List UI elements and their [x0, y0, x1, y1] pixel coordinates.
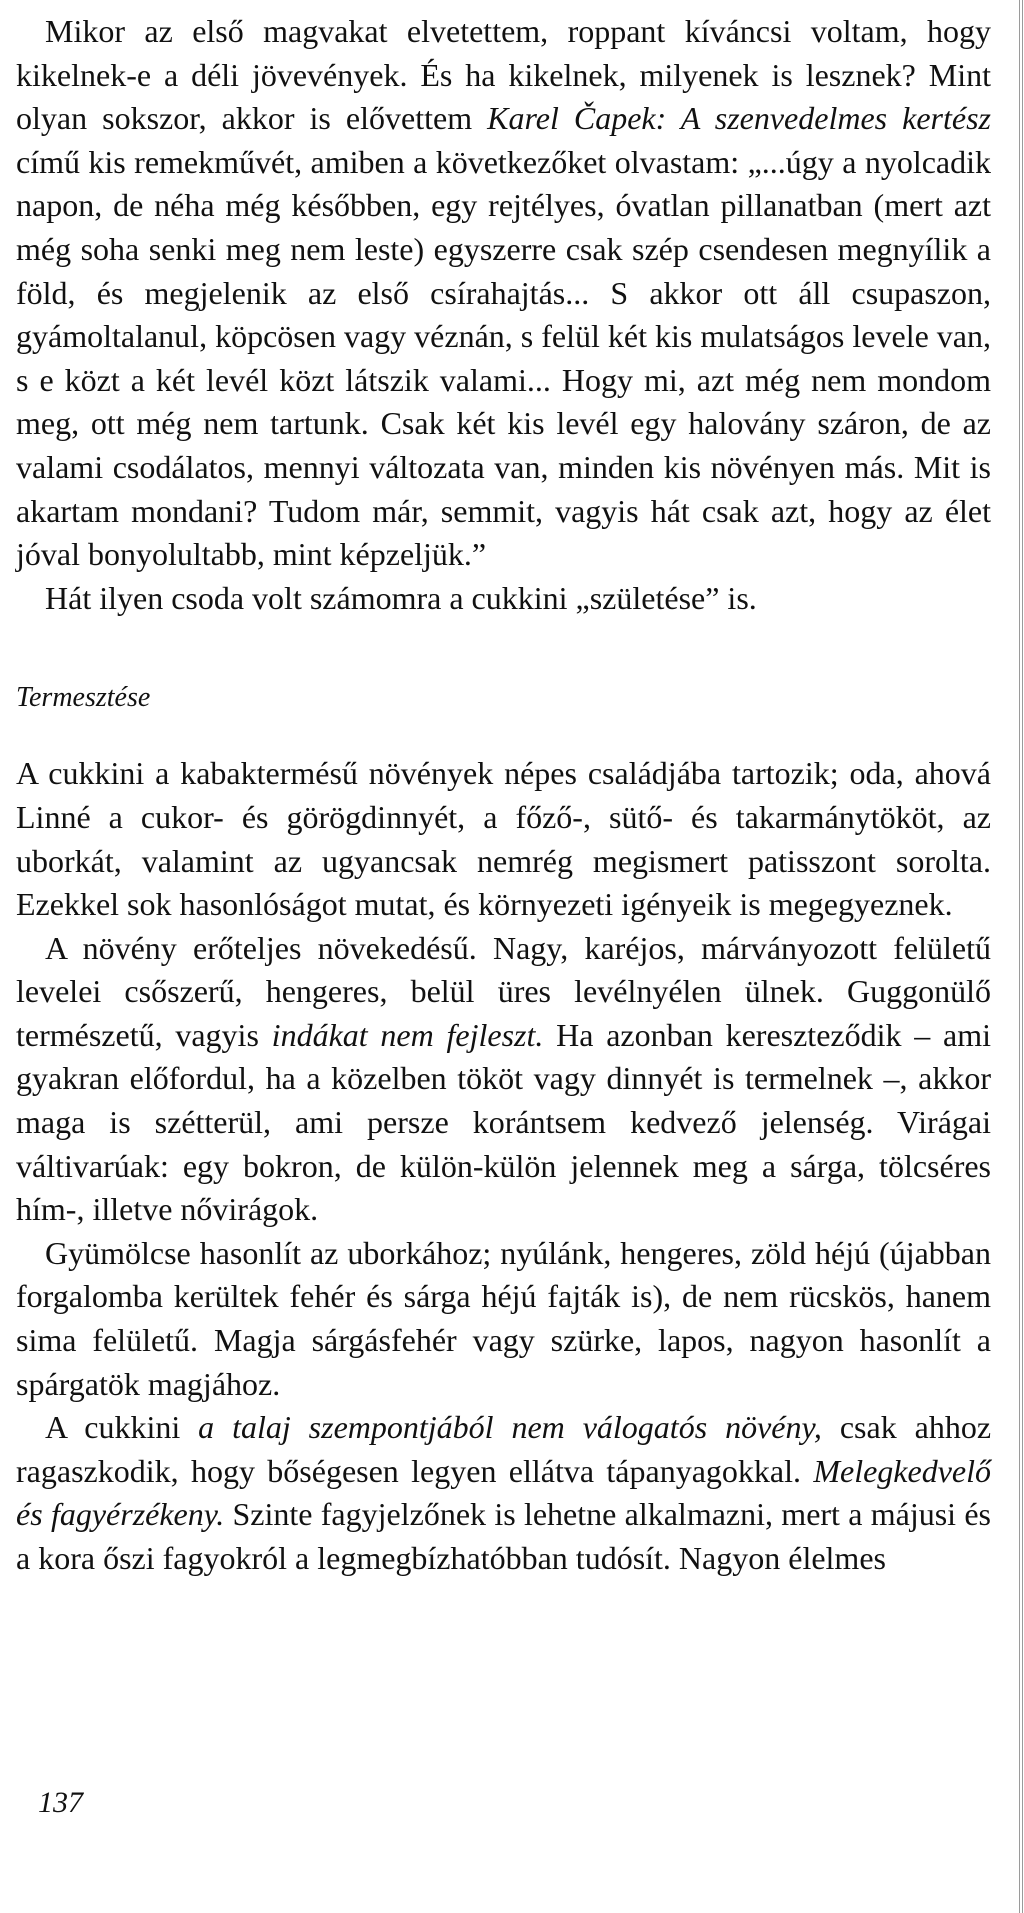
text-block-intro: [16, 10, 991, 620]
paragraph: [16, 10, 991, 577]
text-run: Ha azonban kereszteződik – ami gyakran előfordul, ha a közelben tököt vagy dinnyét is termelnek –, akkor maga is szétterül, ami persze korántsem kedvező jelenség. Virágai váltivarúak: egy bokron, de külön-külön jelennek meg a sárga, tölcséres hím-, illetve nővirágok.: [16, 1016, 992, 1228]
page-number: 137: [38, 1786, 83, 1819]
text-run: Gyümölcse hasonlít az uborkához; nyúlánk, hengeres, zöld héjú (újabban forgalomba kerültek fehér és sárga héjú fajták is), de nem rücskös, hanem sima felületű. Magja sárgásfehér vagy szürke, lapos, nagyon hasonlít a spárgatök magjához.: [16, 1234, 991, 1402]
text-run: A cukkini a kabaktermésű növények népes családjába tartozik; oda, ahová Linné a cukor- és görögdinnyét, a főző-, sütő- és takarmánytököt, az uborkát, valamint az ugyancsak nemrég megismert patisszont sorolta. Ezekkel sok hasonlóságot mutat, és környezeti igényeik is megegyeznek.: [16, 755, 991, 923]
text-run: A cukkini: [45, 1409, 199, 1446]
text-run: Hát ilyen csoda volt számomra a cukkini „születése” is.: [45, 579, 757, 616]
text-run: csak ahhoz ragaszkodik, hogy bőségesen legyen ellátva tápanyagokkal.: [16, 1409, 992, 1489]
italic-text: Karel Čapek: A szenvedelmes kertész: [487, 100, 992, 137]
text-run: A növény erőteljes növekedésű. Nagy, karéjos, márványozott felületű levelei csőszerű, hengeres, belül üres levélnyélen ülnek. Guggonülő természetű, vagyis: [16, 929, 991, 1053]
page-body: [16, 10, 991, 1581]
text-block-cultivation: [16, 752, 991, 1580]
page-edge-lines: [1018, 0, 1024, 1913]
text-run: Mikor az első magvakat elvetettem, roppant kíváncsi voltam, hogy kikelnek-e a déli jövevények. És ha kikelnek, milyenek is lesznek? Mint olyan sokszor, akkor is elővettem: [16, 13, 991, 137]
section-heading: Termesztése: [16, 682, 151, 714]
paragraph: [16, 927, 991, 1232]
italic-text: a talaj szempontjából nem válogatós növény,: [198, 1409, 822, 1446]
text-run: Szinte fagyjelzőnek is lehetne alkalmazni, mert a májusi és a kora őszi fagyokról a legmegbízhatóbban tudósít. Nagyon élelmes: [16, 1496, 992, 1576]
paragraph: [16, 1232, 991, 1406]
italic-text: indákat nem fejleszt.: [271, 1016, 544, 1053]
italic-text: Melegkedvelő és fagyérzékeny.: [16, 1452, 991, 1533]
paragraph: [16, 1406, 991, 1580]
text-run: című kis remekművét, amiben a következőket olvastam: „...úgy a nyolcadik napon, de néha még későbben, egy rejtélyes, óvatlan pillanatban (mert azt még soha senki meg nem leste) egyszerre csak szép csendesen megnyílik a föld, és megjelenik az első csírahajtás... S akkor ott áll csupaszon, gyámoltalanul, köpcösen vagy véznán, s felül két kis mulatságos levele van, s e közt a két levél közt látszik valami... Hogy mi, azt még nem mondom meg, ott még nem tartunk. Csak két kis levél egy halovány száron, de az valami csodálatos, mennyi változata van, minden kis növényen más. Mit is akartam mondani? Tudom már, semmit, vagyis hát csak azt, hogy az élet jóval bonyolultabb, mint képzeljük.”: [16, 143, 991, 573]
paragraph: [16, 577, 991, 621]
paragraph: [16, 752, 991, 926]
